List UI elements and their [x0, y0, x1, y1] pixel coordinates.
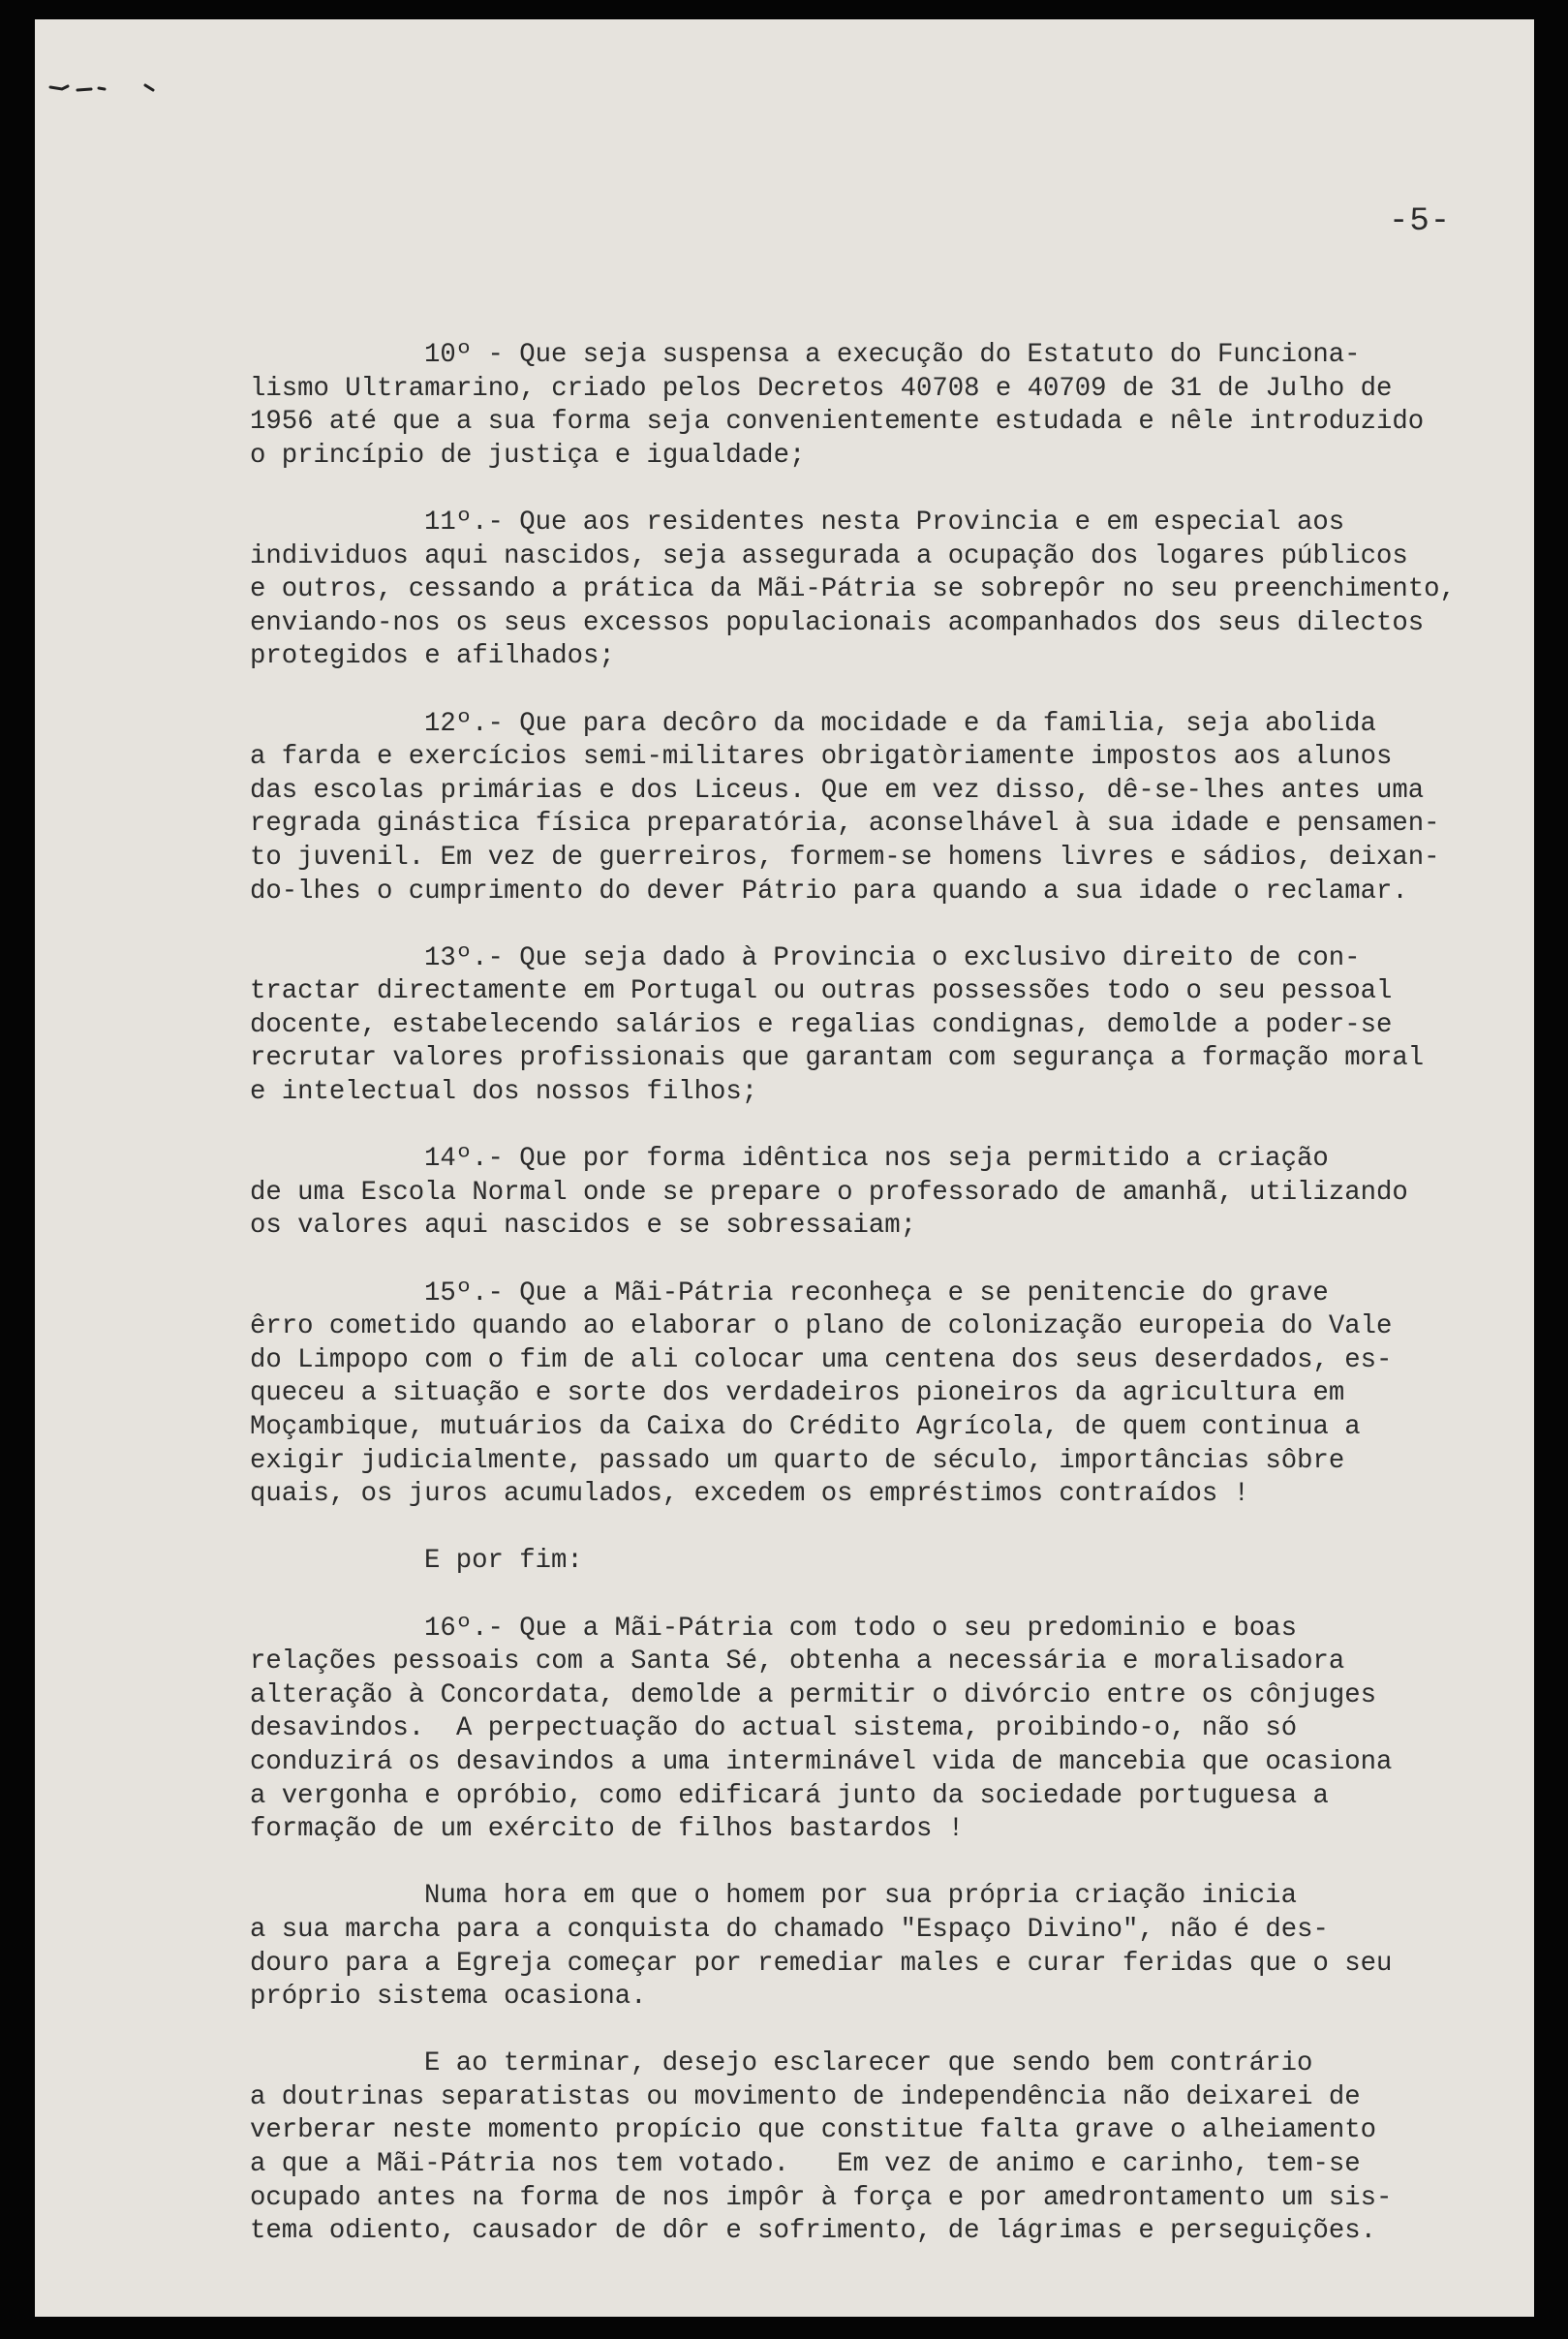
paragraph-first-line: 11º.- Que aos residentes nesta Provincia e em especial aos: [424, 507, 1345, 538]
document-body: [250, 339, 1509, 2282]
paragraph-line: de uma Escola Normal onde se prepare o professorado de amanhã, utilizando: [250, 1177, 1408, 1208]
paragraph-line: conduzirá os desavindos a uma interminável vida de mancebia que ocasiona: [250, 1746, 1393, 1777]
paragraph-line: Moçambique, mutuários da Caixa do Crédito Agrícola, de quem continua a: [250, 1412, 1361, 1442]
paragraph-line: e outros, cessando a prática da Mãi-Pátria se sobrepôr no seu preenchimento,: [250, 574, 1456, 605]
paragraph-line: quais, os juros acumulados, excedem os empréstimos contraídos !: [250, 1479, 1249, 1510]
paragraph-line: enviando-nos os seus excessos populacionais acompanhados dos seus dilectos: [250, 607, 1425, 638]
paragraph-line: o princípio de justiça e igualdade;: [250, 440, 806, 471]
paragraph-line: a sua marcha para a conquista do chamado "Espaço Divino", não é des-: [250, 1914, 1329, 1945]
paragraph-line: a farda e exercícios semi-militares obrigatòriamente impostos aos alunos: [250, 742, 1393, 773]
paragraph-line: das escolas primárias e dos Liceus. Que em vez disso, dê-se-lhes antes uma: [250, 775, 1425, 806]
paragraph-line: regrada ginástica física preparatória, aconselhável à sua idade e pensamen-: [250, 809, 1440, 840]
paragraph: [250, 339, 1509, 473]
paragraph-first-line: 15º.- Que a Mãi-Pátria reconheça e se penitencie do grave: [424, 1277, 1329, 1308]
paragraph-line: verberar neste momento propício que constitue falta grave o alheiamento: [250, 2115, 1377, 2146]
paragraph: [250, 1880, 1509, 2014]
ink-mark-icon: [48, 81, 165, 95]
paragraph: [250, 2047, 1509, 2249]
paragraph-first-line: 16º.- Que a Mãi-Pátria com todo o seu predominio e boas: [424, 1613, 1297, 1644]
paragraph-line: desavindos. A perpectuação do actual sistema, proibindo-o, não só: [250, 1713, 1298, 1744]
paragraph-line: to juvenil. Em vez de guerreiros, formem-se homens livres e sádios, deixan-: [250, 842, 1440, 873]
paragraph: [250, 708, 1509, 909]
paragraph-line: ocupado antes na forma de nos impôr à força e por amedrontamento um sis-: [250, 2182, 1393, 2213]
paragraph-line: queceu a situação e sorte dos verdadeiros pioneiros da agricultura em: [250, 1378, 1345, 1409]
paragraph-first-line: 14º.- Que por forma idêntica nos seja permitido a criação: [424, 1144, 1329, 1175]
paragraph-line: tractar directamente em Portugal ou outras possessões todo o seu pessoal: [250, 976, 1393, 1007]
paragraph-line: individuos aqui nascidos, seja assegurada a ocupação dos logares públicos: [250, 540, 1408, 571]
paragraph-line: formação de um exército de filhos bastardos !: [250, 1814, 965, 1845]
paragraph-line: docente, estabelecendo salários e regalias condignas, demolde a poder-se: [250, 1009, 1393, 1040]
paragraph-line: do-lhes o cumprimento do dever Pátrio para quando a sua idade o reclamar.: [250, 876, 1408, 907]
paragraph-line: do Limpopo com o fim de ali colocar uma centena dos seus deserdados, es-: [250, 1344, 1393, 1375]
paragraph-line: alteração à Concordata, demolde a permitir o divórcio entre os cônjuges: [250, 1679, 1377, 1710]
paragraph-line: 1956 até que a sua forma seja convenientemente estudada e nêle introduzido: [250, 407, 1425, 438]
paragraph-line: relações pessoais com a Santa Sé, obtenha a necessária e moralisadora: [250, 1647, 1345, 1677]
paragraph-line: a doutrinas separatistas ou movimento de independência não deixarei de: [250, 2081, 1361, 2112]
paragraph-first-line: 13º.- Que seja dado à Provincia o exclusivo direito de con-: [424, 942, 1361, 973]
paragraph-line: douro para a Egreja começar por remediar males e curar feridas que o seu: [250, 1948, 1393, 1979]
paragraph-line: e intelectual dos nossos filhos;: [250, 1077, 758, 1108]
page-number: -5-: [1389, 203, 1452, 240]
paragraph-line: lismo Ultramarino, criado pelos Decretos 40708 e 40709 de 31 de Julho de: [250, 373, 1393, 404]
paragraph-line: próprio sistema ocasiona.: [250, 1982, 647, 2013]
paragraph-line: exigir judicialmente, passado um quarto de século, importâncias sôbre: [250, 1445, 1345, 1476]
document-page: [35, 19, 1534, 2317]
paragraph-first-line: Numa hora em que o homem por sua própria criação inicia: [424, 1881, 1297, 1912]
paragraph-first-line: 10º - Que seja suspensa a execução do Estatuto do Funciona-: [424, 340, 1361, 370]
paragraph: [250, 1277, 1509, 1512]
paragraph: [250, 1545, 1509, 1579]
paragraph-line: êrro cometido quando ao elaborar o plano de colonização europeia do Vale: [250, 1311, 1393, 1342]
paragraph: [250, 1613, 1509, 1847]
paragraph-line: a vergonha e opróbio, como edificará junto da sociedade portuguesa a: [250, 1780, 1329, 1811]
paragraph-line: os valores aqui nascidos e se sobressaiam;: [250, 1211, 916, 1242]
paragraph-line: tema odiento, causador de dôr e sofrimento, de lágrimas e perseguições.: [250, 2216, 1377, 2247]
paragraph: [250, 507, 1509, 674]
paragraph-line: protegidos e afilhados;: [250, 641, 615, 672]
paragraph-line: recrutar valores profissionais que garantam com segurança a formação moral: [250, 1043, 1425, 1074]
paragraph-line: a que a Mãi-Pátria nos tem votado. Em vez de animo e carinho, tem-se: [250, 2149, 1361, 2180]
paragraph-first-line: E ao terminar, desejo esclarecer que sendo bem contrário: [424, 2048, 1313, 2079]
paragraph: [250, 942, 1509, 1110]
paragraph: [250, 1143, 1509, 1244]
paragraph-first-line: 12º.- Que para decôro da mocidade e da familia, seja abolida: [424, 708, 1376, 739]
paragraph-first-line: E por fim:: [424, 1546, 583, 1577]
